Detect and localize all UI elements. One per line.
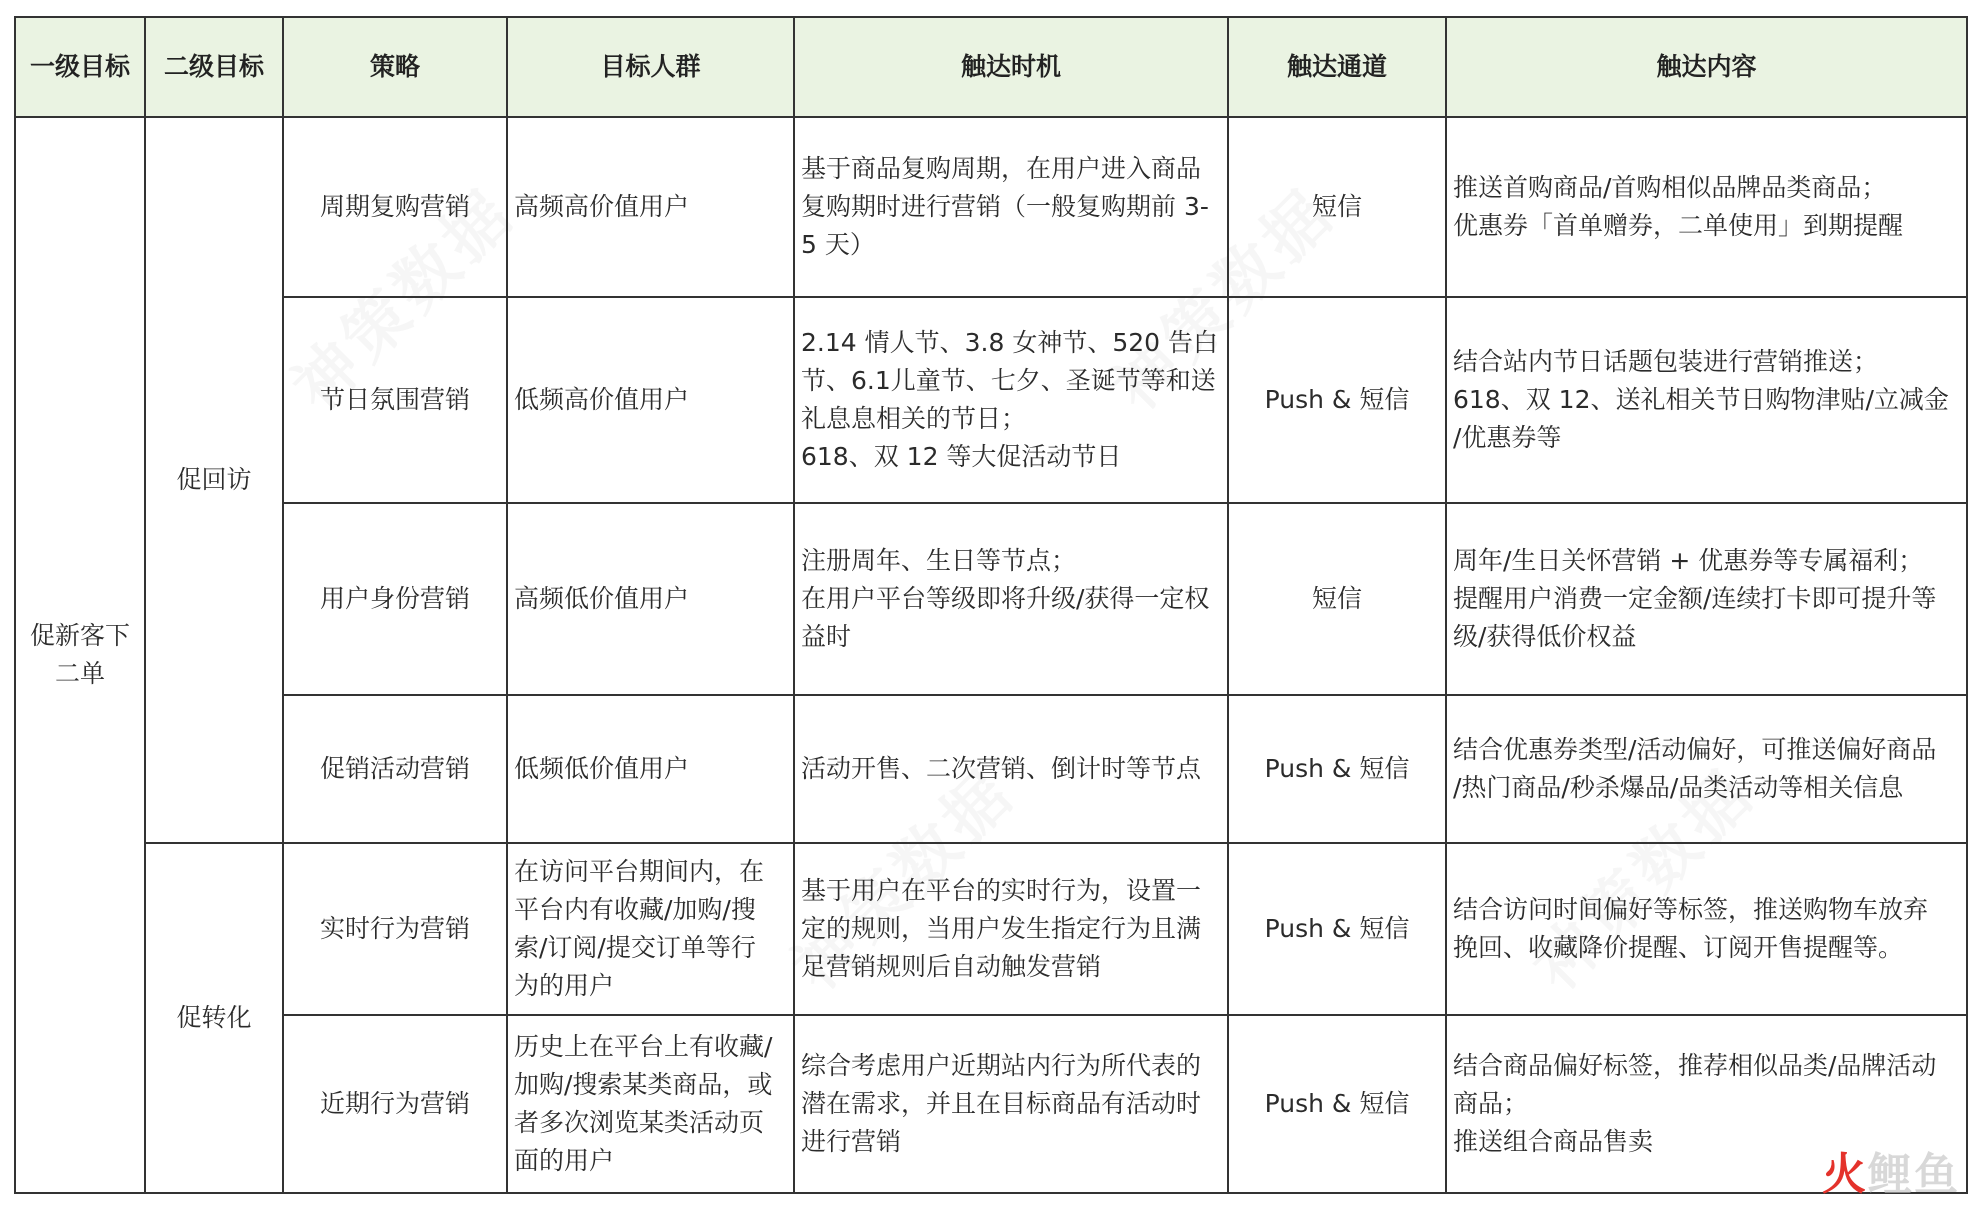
timing-line: 注册周年、生日等节点；	[801, 546, 1077, 575]
strategy-cell: 实时行为营销	[283, 843, 507, 1015]
strategy-cell: 节日氛围营销	[283, 297, 507, 503]
content-line: 挽回、收藏降价提醒、订阅开售提醒等。	[1453, 933, 1904, 962]
timing-line: 基于用户在平台的实时行为，设置一	[801, 876, 1202, 905]
audience-line: 加购/搜索某类商品，或	[514, 1070, 773, 1099]
content-cell	[1446, 297, 1967, 503]
content-cell	[1446, 503, 1967, 695]
content-line: 结合商品偏好标签，推荐相似品类/品牌活动	[1453, 1051, 1937, 1080]
timing-line: 进行营销	[801, 1127, 902, 1156]
header-strategy: 策略	[283, 17, 507, 117]
audience-line: 索/订阅/提交订单等行	[514, 933, 756, 962]
table-row	[15, 695, 1967, 843]
timing-cell	[794, 117, 1228, 297]
timing-line: 618、双 12 等大促活动节日	[801, 442, 1122, 471]
audience-line: 高频低价值用户	[514, 584, 690, 613]
content-line: 结合访问时间偏好等标签，推送购物车放弃	[1453, 895, 1929, 924]
timing-line: 潜在需求，并且在目标商品有活动时	[801, 1089, 1202, 1118]
timing-line: 足营销规则后自动触发营销	[801, 952, 1102, 981]
timing-cell	[794, 695, 1228, 843]
audience-cell	[507, 1015, 794, 1193]
channel-cell: Push & 短信	[1228, 297, 1446, 503]
timing-line: 活动开售、二次营销、倒计时等节点	[801, 754, 1202, 783]
level2-goal-conversion: 促转化	[145, 843, 283, 1193]
channel-cell: Push & 短信	[1228, 695, 1446, 843]
timing-line: 益时	[801, 622, 852, 651]
level1-goal-line: 二单	[54, 659, 105, 688]
content-line: 优惠券「首单赠券，二单使用」到期提醒	[1453, 211, 1904, 240]
timing-line: 定的规则，当用户发生指定行为且满	[801, 914, 1202, 943]
audience-cell	[507, 695, 794, 843]
level1-goal-cell	[15, 117, 145, 1193]
table-row	[15, 843, 1967, 1015]
audience-line: 在访问平台期间内，在	[514, 857, 765, 886]
content-line: 推送组合商品售卖	[1453, 1127, 1654, 1156]
audience-line: 历史上在平台上有收藏/	[514, 1032, 773, 1061]
timing-cell	[794, 843, 1228, 1015]
strategy-cell: 促销活动营销	[283, 695, 507, 843]
content-cell	[1446, 843, 1967, 1015]
audience-cell	[507, 503, 794, 695]
timing-line: 2.14 情人节、3.8 女神节、520 告白	[801, 328, 1218, 357]
timing-line: 在用户平台等级即将升级/获得一定权	[801, 584, 1210, 613]
content-line: 提醒用户消费一定金额/连续打卡即可提升等	[1453, 584, 1937, 613]
channel-cell: Push & 短信	[1228, 843, 1446, 1015]
table-row	[15, 297, 1967, 503]
header-content: 触达内容	[1446, 17, 1967, 117]
timing-line: 礼息息相关的节日；	[801, 404, 1027, 433]
table-row	[15, 117, 1967, 297]
audience-line: 低频低价值用户	[514, 754, 690, 783]
audience-line: 高频高价值用户	[514, 192, 690, 221]
content-line: 结合优惠券类型/活动偏好，可推送偏好商品	[1453, 735, 1937, 764]
timing-cell	[794, 1015, 1228, 1193]
header-level1-goal: 一级目标	[15, 17, 145, 117]
timing-cell	[794, 503, 1228, 695]
audience-line: 低频高价值用户	[514, 385, 690, 414]
strategy-cell: 近期行为营销	[283, 1015, 507, 1193]
content-cell	[1446, 695, 1967, 843]
table-row	[15, 503, 1967, 695]
logo-mark: 火	[1822, 1149, 1868, 1200]
strategy-cell: 用户身份营销	[283, 503, 507, 695]
timing-line: 基于商品复购周期，在用户进入商品	[801, 154, 1202, 183]
timing-cell	[794, 297, 1228, 503]
timing-line: 5 天）	[801, 230, 875, 259]
timing-line: 节、6.1儿童节、七夕、圣诞节等和送	[801, 366, 1216, 395]
content-line: 结合站内节日话题包装进行营销推送；	[1453, 347, 1879, 376]
header-timing: 触达时机	[794, 17, 1228, 117]
timing-line: 综合考虑用户近期站内行为所代表的	[801, 1051, 1202, 1080]
channel-cell: 短信	[1228, 503, 1446, 695]
content-line: 618、双 12、送礼相关节日购物津贴/立减金	[1453, 385, 1949, 414]
content-line: 周年/生日关怀营销 + 优惠券等专属福利；	[1453, 546, 1924, 575]
channel-cell: Push & 短信	[1228, 1015, 1446, 1193]
audience-cell	[507, 843, 794, 1015]
content-cell	[1446, 117, 1967, 297]
audience-cell	[507, 117, 794, 297]
content-line: 级/获得低价权益	[1453, 622, 1637, 651]
logo-text: 鲤鱼	[1868, 1149, 1960, 1200]
logo	[1822, 1138, 1960, 1202]
content-line: 推送首购商品/首购相似品牌品类商品；	[1453, 173, 1887, 202]
table-row	[15, 1015, 1967, 1193]
audience-line: 平台内有收藏/加购/搜	[514, 895, 756, 924]
header-level2-goal: 二级目标	[145, 17, 283, 117]
audience-line: 为的用户	[514, 971, 615, 1000]
content-line: 商品；	[1453, 1089, 1529, 1118]
content-line: /热门商品/秒杀爆品/品类活动等相关信息	[1453, 773, 1904, 802]
header-row	[15, 17, 1967, 117]
header-target-audience: 目标人群	[507, 17, 794, 117]
strategy-cell: 周期复购营销	[283, 117, 507, 297]
audience-line: 面的用户	[514, 1146, 615, 1175]
channel-cell: 短信	[1228, 117, 1446, 297]
marketing-strategy-table	[14, 16, 1968, 1194]
header-channel: 触达通道	[1228, 17, 1446, 117]
content-line: /优惠券等	[1453, 423, 1562, 452]
level2-goal-revisit: 促回访	[145, 117, 283, 843]
level1-goal-line: 促新客下	[29, 621, 130, 650]
audience-line: 者多次浏览某类活动页	[514, 1108, 765, 1137]
timing-line: 复购期时进行营销（一般复购期前 3-	[801, 192, 1209, 221]
audience-cell	[507, 297, 794, 503]
